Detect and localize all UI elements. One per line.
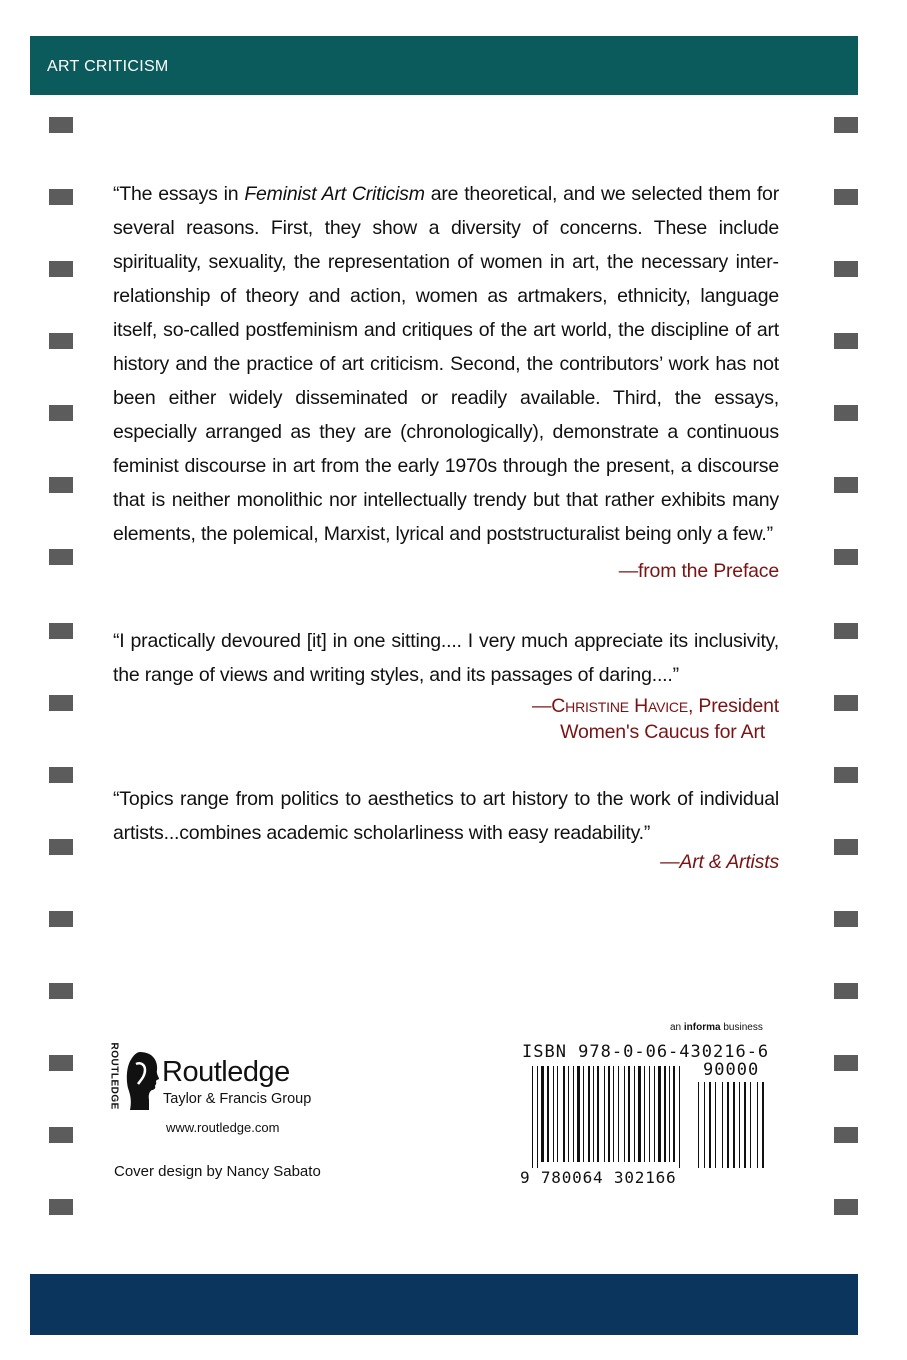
border-square: [834, 839, 858, 855]
border-square: [834, 117, 858, 133]
informa-word: informa: [683, 1022, 721, 1033]
preface-quote: [113, 177, 779, 551]
preface-attribution: —from the Preface: [618, 560, 779, 582]
barcode-bar: [532, 1066, 533, 1168]
informa-business-tag: [670, 1022, 763, 1033]
addon-bar: [727, 1082, 729, 1168]
border-square: [49, 839, 73, 855]
havice-organization: Women's Caucus for Art: [560, 721, 765, 743]
routledge-logo: [108, 1042, 338, 1118]
barcode-bar: [664, 1066, 666, 1162]
profile-head-icon: [126, 1050, 160, 1112]
border-square: [49, 767, 73, 783]
publisher-group: Taylor & Francis Group: [163, 1091, 312, 1107]
barcode-bar: [679, 1066, 680, 1168]
border-square: [49, 333, 73, 349]
barcode-bar: [557, 1066, 558, 1162]
addon-bar: [757, 1082, 758, 1168]
barcode-bar: [573, 1066, 574, 1162]
border-square: [834, 333, 858, 349]
barcode-bar: [593, 1066, 594, 1162]
barcode-digits: 9 780064 302166: [520, 1168, 677, 1187]
publisher-name: Routledge: [162, 1056, 290, 1088]
addon-bar: [744, 1082, 746, 1168]
border-square: [834, 767, 858, 783]
barcode-bar: [658, 1066, 661, 1162]
border-square: [49, 549, 73, 565]
barcode-bar: [618, 1066, 619, 1162]
header-band: [30, 36, 858, 95]
barcode-bar: [608, 1066, 610, 1162]
barcode-bars: [520, 1042, 780, 1170]
border-square: [834, 549, 858, 565]
border-square: [49, 261, 73, 277]
border-square: [49, 1055, 73, 1071]
publisher-website: www.routledge.com: [166, 1120, 280, 1135]
border-square: [834, 911, 858, 927]
addon-bar: [739, 1082, 740, 1168]
havice-attribution: [532, 693, 779, 720]
series-label: ART CRITICISM: [47, 58, 169, 75]
border-square: [834, 1055, 858, 1071]
barcode-bar: [649, 1066, 650, 1162]
barcode-bar: [583, 1066, 584, 1162]
barcode-bar: [553, 1066, 554, 1162]
quote-text: “The essays in: [113, 183, 245, 205]
addon-bar: [722, 1082, 723, 1168]
border-square: [834, 189, 858, 205]
barcode-bar: [577, 1066, 580, 1162]
barcode-bar: [604, 1066, 605, 1162]
barcode-bar: [541, 1066, 544, 1162]
barcode-bar: [654, 1066, 655, 1162]
border-square: [834, 1199, 858, 1215]
attribution-name: Christine Havice: [551, 695, 688, 717]
addon-bar: [709, 1082, 711, 1168]
footer-band: [30, 1274, 858, 1335]
border-square: [834, 405, 858, 421]
barcode-bar: [563, 1066, 565, 1162]
border-square: [834, 983, 858, 999]
barcode-bar: [613, 1066, 614, 1162]
isbn-text: ISBN 978-0-06-430216-6: [522, 1042, 770, 1062]
border-square: [49, 911, 73, 927]
price-addon: 90000: [703, 1060, 760, 1080]
barcode-bar: [568, 1066, 569, 1162]
cover-design-credit: Cover design by Nancy Sabato: [114, 1163, 321, 1180]
barcode-bar: [644, 1066, 645, 1162]
informa-prefix: an: [670, 1022, 684, 1033]
barcode-bar: [638, 1066, 641, 1162]
attribution-dash: —: [531, 695, 552, 717]
art-artists-quote: “Topics range from politics to aesthetics to art history to the work of individual artists...combines academic scholarliness with easy readability.”: [113, 788, 779, 844]
art-artists-attribution: —Art & Artists: [660, 851, 779, 873]
book-title: Feminist Art Criticism: [244, 183, 425, 205]
border-square: [49, 1127, 73, 1143]
addon-bar: [750, 1082, 751, 1168]
attribution-role: , President: [687, 695, 779, 717]
border-square: [834, 477, 858, 493]
barcode-bar: [597, 1066, 599, 1162]
logo-vertical-text: ROUTLEDGE: [108, 1042, 120, 1110]
informa-suffix: business: [720, 1022, 763, 1033]
addon-bar: [733, 1082, 735, 1168]
barcode-bar: [628, 1066, 630, 1162]
isbn-barcode: [520, 1042, 780, 1192]
border-square: [49, 477, 73, 493]
barcode-bar: [634, 1066, 635, 1162]
addon-bar: [704, 1082, 705, 1168]
border-square: [834, 261, 858, 277]
barcode-bar: [673, 1066, 675, 1162]
barcode-bar: [624, 1066, 625, 1162]
border-square: [49, 623, 73, 639]
border-square: [834, 623, 858, 639]
addon-bar: [698, 1082, 699, 1168]
border-square: [49, 405, 73, 421]
border-square: [49, 189, 73, 205]
barcode-bar: [547, 1066, 549, 1162]
border-square: [49, 983, 73, 999]
border-square: [49, 117, 73, 133]
barcode-bar: [588, 1066, 590, 1162]
border-square: [49, 1199, 73, 1215]
border-square: [834, 1127, 858, 1143]
border-square: [49, 695, 73, 711]
border-square: [834, 695, 858, 711]
barcode-bar: [537, 1066, 538, 1168]
quote-text: are theoretical, and we selected them for several reasons. First, they show a diversity of concerns. These include spirituality, sexuality, the representation of women in art, the necessary interrelationship of theory and action, women as artmakers, ethnicity, language itself, so-called postfeminism and critiques of the art world, the discipline of art history and the practice of art criticism. Second, the contributors’ work has not been either widely disseminated or readily available. Third, the essays, especially arranged as they are (chronologically), demonstrate a continuous feminist discourse in art from the early 1970s through the present, a discourse that is neither monolithic nor intellectually trendy but that rather exhibits many elements, the polemical, Marxist, lyrical and poststructuralist being only a few.”: [113, 183, 779, 545]
addon-bar: [715, 1082, 716, 1168]
barcode-bar: [669, 1066, 670, 1162]
havice-quote: “I practically devoured [it] in one sitting.... I very much appreciate its inclusivity, the range of views and writing styles, and its passages of daring....”: [113, 630, 779, 686]
addon-bar: [762, 1082, 764, 1168]
